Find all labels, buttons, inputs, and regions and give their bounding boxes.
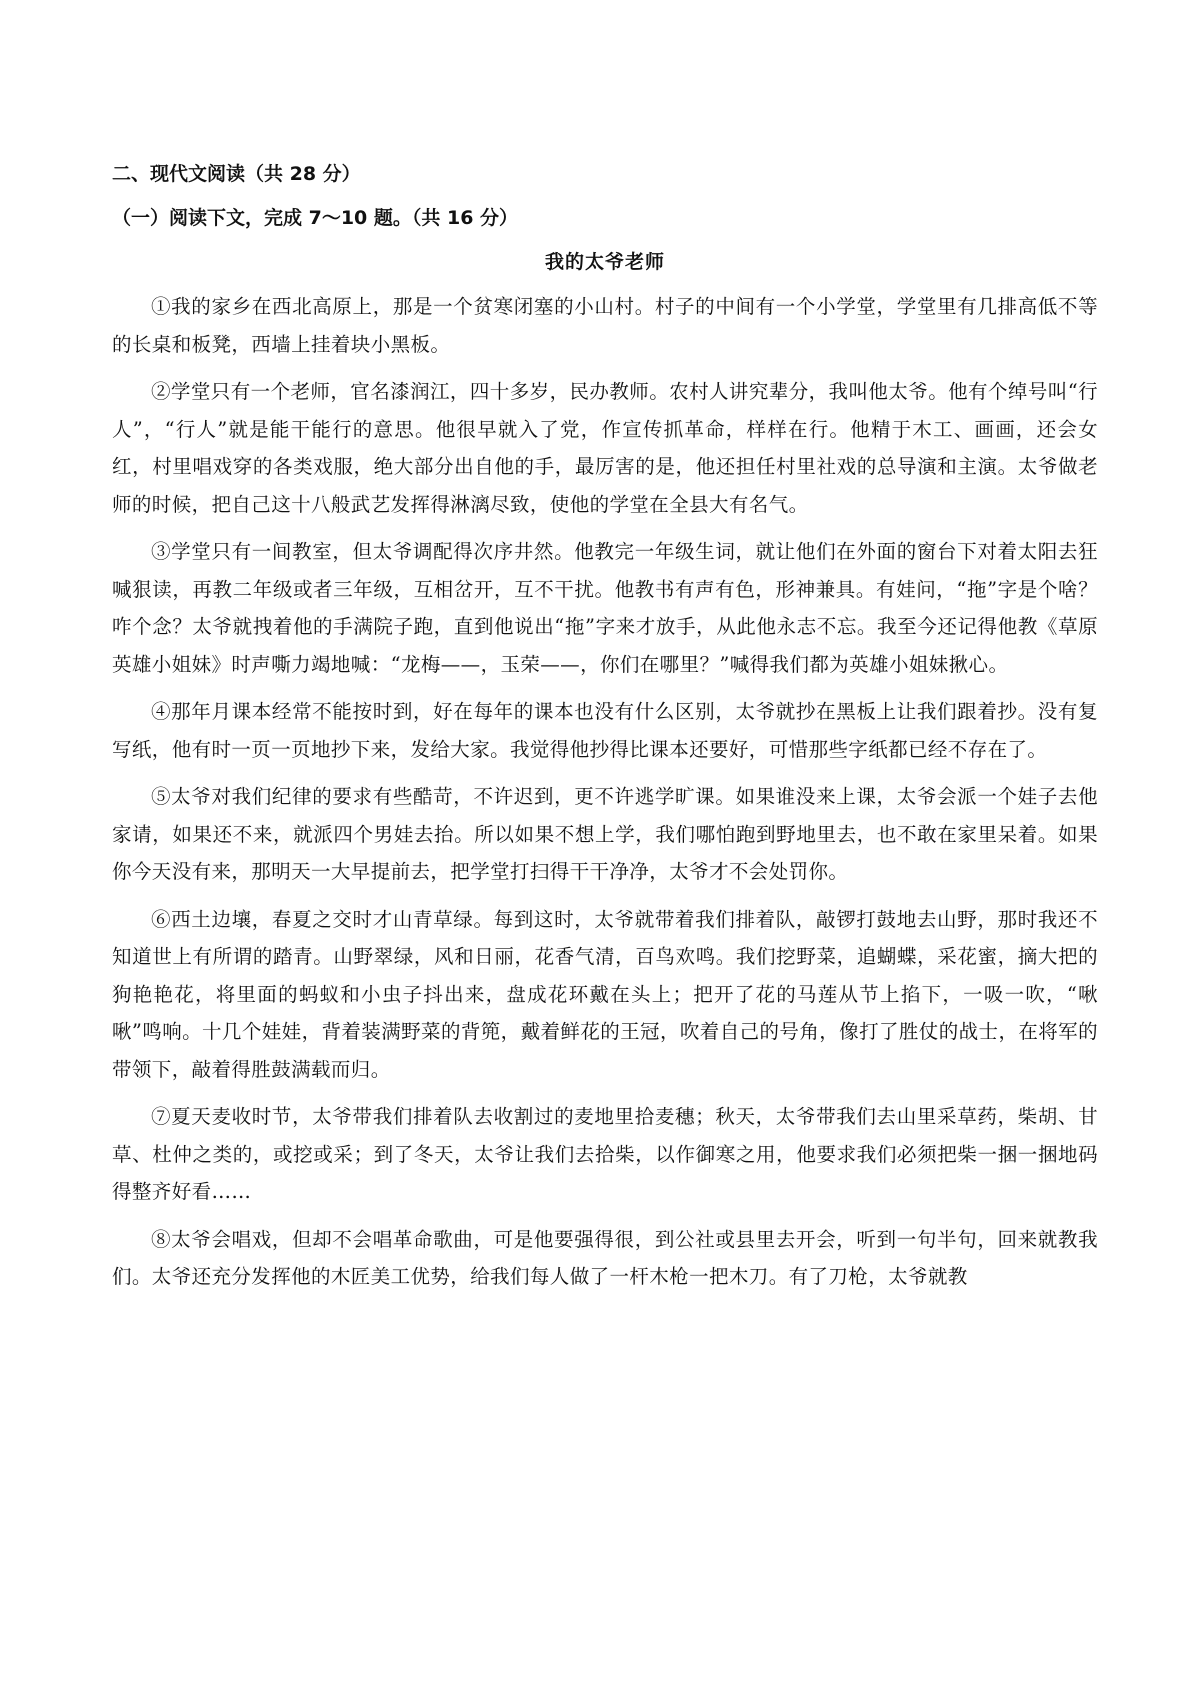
paragraph-6: ⑥西土边壤，春夏之交时才山青草绿。每到这时，太爷就带着我们排着队，敲锣打鼓地去山野，那时我还不知道世上有所谓的踏青。山野翠绿，风和日丽，花香气清，百鸟欢鸣。我们挖野菜，追蝴蝶，采花蜜，摘大把的狗艳艳花，将里面的蚂蚁和小虫子抖出来，盘成花环戴在头上；把开了花的马莲从节上掐下，一吸一吹，“啾啾”鸣响。十几个娃娃，背着装满野菜的背篼，戴着鲜花的王冠，吹着自己的号角，像打了胜仗的战士，在将军的带领下，敲着得胜鼓满载而归。 [112, 907, 1098, 1081]
paragraph-1: ①我的家乡在西北高原上，那是一个贫寒闭塞的小山村。村子的中间有一个小学堂，学堂里有几排高低不等的长桌和板凳，西墙上挂着块小黑板。 [112, 295, 1098, 356]
paragraph-2: ②学堂只有一个老师，官名漆润江，四十多岁，民办教师。农村人讲究辈分，我叫他太爷。他有个绰号叫“行人”，“行人”就是能干能行的意思。他很早就入了党，作宣传抓革命，样样在行。他精于木工、画画，还会女红，村里唱戏穿的各类戏服，绝大部分出自他的手，最厉害的是，他还担任村里社戏的总导演和主演。太爷做老师的时候，把自己这十八般武艺发挥得淋漓尽致，使他的学堂在全县大有名气。 [112, 380, 1098, 516]
article-title: 我的太爷老师 [544, 251, 665, 273]
section-heading: 二、现代文阅读（共 28 分） [112, 163, 361, 185]
paragraph-7: ⑦夏天麦收时节，太爷带我们排着队去收割过的麦地里拾麦穗；秋天，太爷带我们去山里采草药，柴胡、甘草、杜仲之类的，或挖或采；到了冬天，太爷让我们去拾柴，以作御寒之用，他要求我们必须把柴一捆一捆地码得整齐好看…… [112, 1105, 1098, 1203]
paragraph-3: ③学堂只有一间教室，但太爷调配得次序井然。他教完一年级生词，就让他们在外面的窗台下对着太阳去狂喊狠读，再教二年级或者三年级，互相岔开，互不干扰。他教书有声有色，形神兼具。有娃问，“拖”字是个啥？咋个念？太爷就拽着他的手满院子跑，直到他说出“拖”字来才放手，从此他永志不忘。我至今还记得他教《草原英雄小姐妹》时声嘶力竭地喊：“龙梅——，玉荣——，你们在哪里？”喊得我们都为英雄小姐妹揪心。 [112, 540, 1098, 676]
paragraph-4: ④那年月课本经常不能按时到，好在每年的课本也没有什么区别，太爷就抄在黑板上让我们跟着抄。没有复写纸，他有时一页一页地抄下来，发给大家。我觉得他抄得比课本还要好，可惜那些字纸都已经不存在了。 [112, 700, 1098, 761]
paragraph-8: ⑧太爷会唱戏，但却不会唱革命歌曲，可是他要强得很，到公社或县里去开会，听到一句半句，回来就教我们。太爷还充分发挥他的木匠美工优势，给我们每人做了一杆木枪一把木刀。有了刀枪，太爷就教 [112, 1227, 1098, 1288]
sub-heading: （一）阅读下文，完成 7～10 题。（共 16 分） [112, 207, 519, 229]
document-content [112, 152, 1098, 1306]
paragraph-5: ⑤太爷对我们纪律的要求有些酷苛，不许迟到，更不许逃学旷课。如果谁没来上课，太爷会派一个娃子去他家请，如果还不来，就派四个男娃去抬。所以如果不想上学，我们哪怕跑到野地里去，也不敢在家里呆着。如果你今天没有来，那明天一大早提前去，把学堂打扫得干干净净，太爷才不会处罚你。 [112, 785, 1098, 883]
